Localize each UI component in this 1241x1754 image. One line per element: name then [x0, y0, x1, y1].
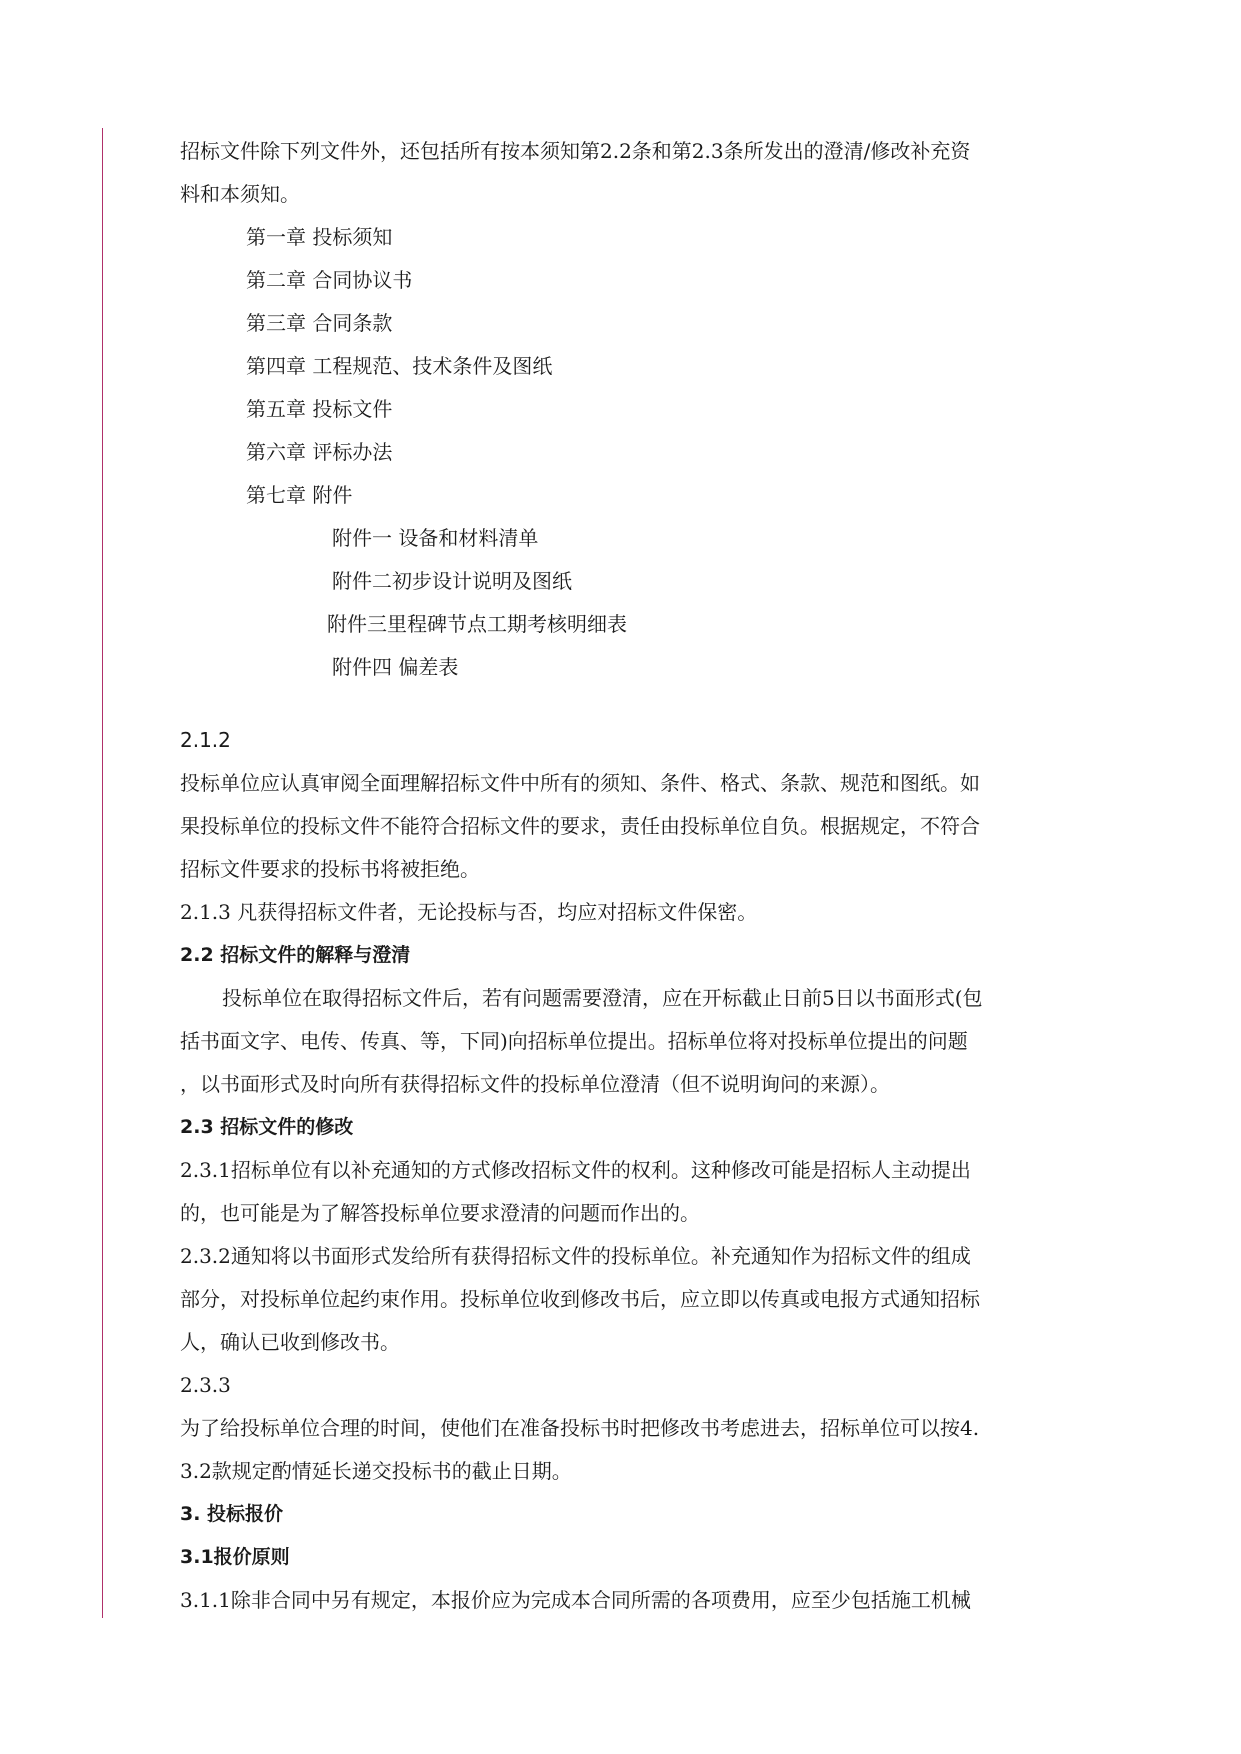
heading-2-2: 2.2 招标文件的解释与澄清: [180, 944, 411, 966]
section-2-1-2-line: 投标单位应认真审阅全面理解招标文件中所有的须知、条件、格式、条款、规范和图纸。如: [180, 771, 980, 795]
chapter-item: 第四章 工程规范、技术条件及图纸: [246, 354, 553, 378]
section-number-2-3-3: 2.3.3: [180, 1373, 231, 1397]
attachment-item: 附件二初步设计说明及图纸: [332, 569, 572, 593]
section-2-2-line: 投标单位在取得招标文件后，若有问题需要澄清，应在开标截止日前5日以书面形式(包: [222, 986, 983, 1010]
chapter-item: 第一章 投标须知: [246, 225, 393, 249]
section-3-1-1-line: 3.1.1除非合同中另有规定，本报价应为完成本合同所需的各项费用，应至少包括施工机械: [180, 1588, 971, 1612]
section-2-3-3-line: 3.2款规定酌情延长递交投标书的截止日期。: [180, 1459, 572, 1483]
chapter-list: [180, 216, 1060, 517]
section-2-2-line: ，以书面形式及时向所有获得招标文件的投标单位澄清（但不说明询问的来源）。: [180, 1072, 890, 1096]
document-body: [180, 130, 1060, 1622]
section-2-2-line: 括书面文字、电传、传真、等，下同)向招标单位提出。招标单位将对投标单位提出的问题: [180, 1029, 968, 1053]
heading-2-3: 2.3 招标文件的修改: [180, 1116, 354, 1138]
section-2-1-2-line: 果投标单位的投标文件不能符合招标文件的要求，责任由投标单位自负。根据规定，不符合: [180, 814, 980, 838]
attachment-item: 附件四 偏差表: [332, 655, 459, 679]
section-2-3-1-line: 2.3.1招标单位有以补充通知的方式修改招标文件的权利。这种修改可能是招标人主动提出: [180, 1158, 971, 1182]
chapter-item: 第三章 合同条款: [246, 311, 393, 335]
section-2-1-3: 2.1.3 凡获得招标文件者，无论投标与否，均应对招标文件保密。: [180, 900, 758, 924]
section-2-3-1-line: 的，也可能是为了解答投标单位要求澄清的问题而作出的。: [180, 1201, 700, 1225]
intro-line-2: 料和本须知。: [180, 182, 300, 206]
section-2-3-2-line: 人，确认已收到修改书。: [180, 1330, 400, 1354]
attachment-item: 附件一 设备和材料清单: [332, 526, 539, 550]
chapter-item: 第七章 附件: [246, 483, 353, 507]
section-2-1-2-line: 招标文件要求的投标书将被拒绝。: [180, 857, 480, 881]
heading-3: 3. 投标报价: [180, 1503, 284, 1525]
chapter-item: 第二章 合同协议书: [246, 268, 413, 292]
section-2-3-3-line: 为了给投标单位合理的时间，使他们在准备投标书时把修改书考虑进去，招标单位可以按4.: [180, 1416, 980, 1440]
intro-line-1: 招标文件除下列文件外，还包括所有按本须知第2.2条和第2.3条所发出的澄清/修改补充资: [180, 139, 971, 163]
spacer: [180, 689, 1060, 719]
section-number-2-1-2: 2.1.2: [180, 728, 231, 752]
attachment-item: 附件三里程碑节点工期考核明细表: [327, 612, 627, 636]
heading-3-1: 3.1报价原则: [180, 1546, 290, 1568]
section-2-3-2-line: 2.3.2通知将以书面形式发给所有获得招标文件的投标单位。补充通知作为招标文件的组成: [180, 1244, 971, 1268]
chapter-item: 第六章 评标办法: [246, 440, 393, 464]
section-2-3-2-line: 部分，对投标单位起约束作用。投标单位收到修改书后，应立即以传真或电报方式通知招标: [180, 1287, 980, 1311]
attachment-list: [180, 517, 1060, 689]
page-margin-rule: [102, 128, 103, 1618]
chapter-item: 第五章 投标文件: [246, 397, 393, 421]
